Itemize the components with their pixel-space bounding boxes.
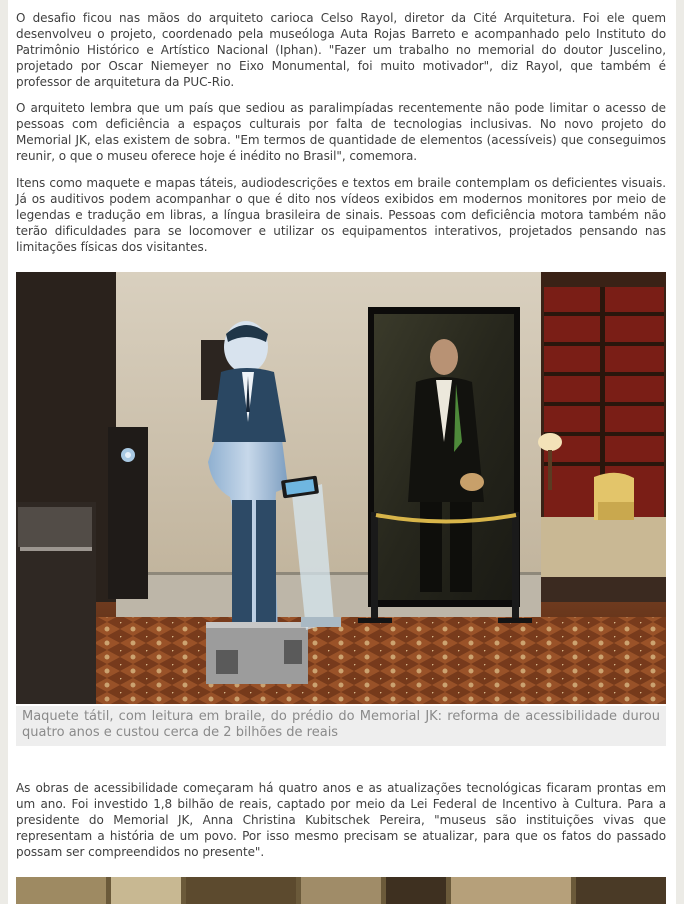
- next-photo-illustration: [16, 877, 666, 904]
- article-paragraph: As obras de acessibilidade começaram há quatro anos e as atualizações tecnológicas ficaram prontas em um ano. Foi investido 1,8 bilhão de reais, captado por meio da Lei Federal de Incentivo à Cultura. Para a presidente do Memorial JK, Anna Christina Kubitschek Pereira, "museus são instituições vivas que representam a história de um povo. Por isso mesmo precisam se atualizar, para que os fatos do passado possam ser compreendidos no presente".: [16, 781, 666, 859]
- article-paragraph: O desafio ficou nas mãos do arquiteto carioca Celso Rayol, diretor da Cité Arquitetura. Foi ele quem desenvolveu o projeto, coordenado pela museóloga Auta Rojas Barreto e acompanhado pelo Instituto do Patrimônio Histórico e Artístico Nacional (Iphan). "Fazer um trabalho no memorial do doutor Juscelino, projetado por Oscar Niemeyer no Eixo Monumental, foi muito motivador", diz Rayol, que também é professor de arquitetura da PUC-Rio.: [16, 11, 666, 89]
- photo-caption: Maquete tátil, com leitura em braile, do prédio do Memorial JK: reforma de acessibilidade durou quatro anos e custou cerca de 2 bilhões de reais: [16, 706, 666, 746]
- article-page: [8, 0, 676, 904]
- article-figure: [16, 272, 666, 746]
- next-photo-preview[interactable]: [16, 877, 666, 904]
- museum-photo-illustration: [16, 272, 666, 704]
- museum-photo[interactable]: [16, 272, 666, 704]
- article-paragraph: Itens como maquete e mapas táteis, audiodescrições e textos em braile contemplam os deficientes visuais. Já os auditivos podem acompanhar o que é dito nos vídeos exibidos em modernos monitores por meio de legendas e tradução em libras, a língua brasileira de sinais. Pessoas com deficiência motora também não terão dificuldades para se locomover e utilizar os equipamentos interativos, projetados pensando nas limitações físicas dos visitantes.: [16, 176, 666, 254]
- article-paragraph: O arquiteto lembra que um país que sediou as paralimpíadas recentemente não pode limitar o acesso de pessoas com deficiência a espaços culturais por falta de tecnologias inclusivas. No novo projeto do Memorial JK, elas existem de sobra. "Em termos de quantidade de elementos (acessíveis) que conseguimos reunir, o que o museu oferece hoje é inédito no Brasil", comemora.: [16, 101, 666, 163]
